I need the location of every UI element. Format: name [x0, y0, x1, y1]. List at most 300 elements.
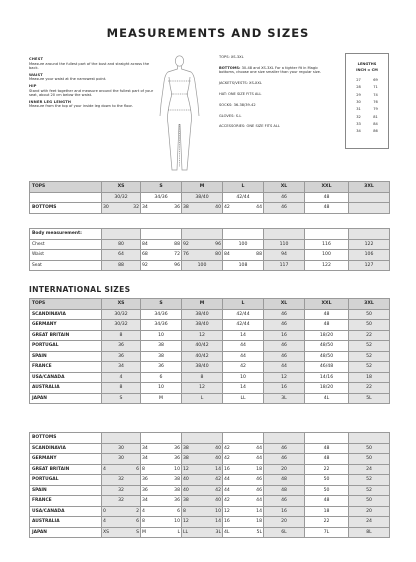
size-value: 42 [223, 362, 264, 373]
size-value: 24 [349, 517, 390, 528]
info-gloves: GLOVES: S-L [219, 113, 242, 118]
size-value: 22 [349, 330, 390, 341]
size-header: M [182, 299, 223, 310]
empty-cell [141, 433, 182, 444]
table-row [30, 260, 390, 271]
cell-pair [103, 467, 139, 472]
cell-value: 38 [183, 445, 189, 451]
size-value: 32 [102, 496, 141, 507]
measurement-value [182, 250, 223, 261]
size-value [182, 464, 223, 475]
cell-value: 76 [183, 252, 189, 258]
tops-size-value: 46 [264, 192, 305, 203]
size-value: 32 [102, 475, 141, 486]
lengths-cm: 69 [373, 78, 378, 83]
size-value: 30/32 [102, 309, 141, 320]
cell-value: 40 [183, 477, 189, 483]
country-label: JAPAN [30, 393, 102, 404]
cell-pair [142, 242, 180, 247]
empty-cell [223, 433, 264, 444]
table-row [30, 372, 390, 383]
body-measurement-title: Body measurement: [30, 229, 102, 240]
cell-pair [142, 252, 180, 257]
cell-pair [183, 467, 221, 472]
cell-value: 8 [142, 466, 145, 472]
size-value: 46 [264, 351, 305, 362]
country-label: SCANDINAVIA [30, 309, 102, 320]
bottoms-size-value [182, 203, 223, 214]
cell-pair [183, 509, 221, 514]
cell-value: M [142, 529, 146, 535]
cell-value: 16 [224, 466, 230, 472]
size-value: 52 [349, 351, 390, 362]
size-value: 50 [305, 485, 349, 496]
empty-cell [182, 229, 223, 240]
size-value: 46/48 [305, 362, 349, 373]
cell-value: 96 [174, 262, 180, 268]
info-jackets: JACKETS/VESTS: XS-XXL [219, 81, 262, 86]
cell-value: 12 [224, 508, 230, 514]
cell-value: 34 [142, 456, 148, 462]
body-figure-illustration [152, 52, 207, 174]
cell-value: 4L [224, 529, 230, 535]
size-value: 46 [264, 443, 305, 454]
cell-pair [183, 477, 221, 482]
size-value [223, 464, 264, 475]
lengths-inch: 29 [356, 92, 361, 97]
table-row [30, 496, 390, 507]
measurement-value: 116 [305, 239, 349, 250]
cell-value: LL [183, 529, 189, 535]
size-value: 48 [305, 454, 349, 465]
cell-value: 68 [142, 252, 148, 258]
size-header: M [182, 182, 223, 193]
lengths-cm: 84 [373, 121, 378, 126]
size-value: 40/42 [182, 351, 223, 362]
size-header: S [141, 182, 182, 193]
cell-value: 42 [224, 445, 230, 451]
cell-pair [142, 446, 180, 451]
cell-value: 6 [177, 508, 180, 514]
cell-pair [224, 519, 262, 524]
size-value: 22 [305, 517, 349, 528]
bottoms-size-value [102, 203, 141, 214]
size-value: 48 [264, 485, 305, 496]
cell-value: 18 [256, 519, 262, 525]
cell-value: 40 [215, 445, 221, 451]
size-header: 3XL [349, 182, 390, 193]
info-accessories: ACCESSORIES: ONE SIZE FITS ALL [219, 124, 280, 129]
size-value: 36 [102, 341, 141, 352]
info-bottoms-text: 30-48 and XS-3XL For a tighter fit in Magic bottoms, choose one size smaller than your regular size. [219, 65, 322, 75]
size-value: M [141, 393, 182, 404]
size-value: 48 [305, 496, 349, 507]
cell-value: 36 [174, 498, 180, 504]
size-value: 20 [349, 506, 390, 517]
size-value: 48 [264, 475, 305, 486]
cell-pair [224, 498, 262, 503]
empty-cell [305, 229, 349, 240]
size-value: 30 [102, 454, 141, 465]
size-value: 18 [305, 506, 349, 517]
size-value: 3L [264, 393, 305, 404]
size-value: 34 [102, 362, 141, 373]
cell-pair [142, 205, 180, 210]
size-value: S [102, 393, 141, 404]
size-value: 48 [305, 309, 349, 320]
size-value: 8 [182, 372, 223, 383]
size-value: 38 [141, 351, 182, 362]
cell-value: 40 [215, 205, 221, 211]
size-value: 6 [141, 372, 182, 383]
size-value: 38 [141, 341, 182, 352]
empty-cell [182, 433, 223, 444]
guide-text-chest: Measure around the fullest part of the bust and straight across the back. [29, 61, 150, 71]
cell-value: 44 [224, 477, 230, 483]
empty-cell [349, 229, 390, 240]
guide-text-inner-leg: Measure from the top of your inside leg down to the floor. [29, 104, 133, 109]
size-value: 12 [182, 330, 223, 341]
cell-pair [183, 498, 221, 503]
cell-pair [142, 467, 180, 472]
cell-pair [183, 242, 221, 247]
size-value: 46 [264, 454, 305, 465]
lengths-row [346, 77, 388, 84]
measurement-value: 100 [305, 250, 349, 261]
size-value: 48 [305, 320, 349, 331]
cell-pair [183, 446, 221, 451]
size-value [141, 443, 182, 454]
cell-value: 14 [215, 519, 221, 525]
lengths-inch: 31 [356, 107, 361, 112]
table-row [30, 309, 390, 320]
country-label: AUSTRALIA [30, 383, 102, 394]
size-value [223, 496, 264, 507]
size-value: 46 [264, 309, 305, 320]
size-header: L [223, 299, 264, 310]
lengths-title: LENGTHS [357, 62, 377, 66]
size-header: S [141, 299, 182, 310]
size-value: 7L [305, 527, 349, 538]
size-value: 30 [102, 443, 141, 454]
lengths-inch: 33 [356, 121, 361, 126]
size-value [182, 506, 223, 517]
measurement-value: 100 [223, 239, 264, 250]
size-value [223, 454, 264, 465]
size-value [102, 517, 141, 528]
size-value: 38/40 [182, 320, 223, 331]
cell-pair [183, 488, 221, 493]
cell-pair [142, 477, 180, 482]
cell-pair [224, 446, 262, 451]
cell-value: 44 [224, 487, 230, 493]
size-value: 8 [102, 383, 141, 394]
cell-pair [183, 252, 221, 257]
lengths-inch: 32 [356, 114, 361, 119]
table-row [30, 383, 390, 394]
country-label: GERMANY [30, 454, 102, 465]
cell-value: 34 [142, 498, 148, 504]
table-row [30, 351, 390, 362]
country-label: PORTUGAL [30, 341, 102, 352]
cell-value: 84 [224, 252, 230, 258]
table-row [30, 517, 390, 528]
table-row [30, 464, 390, 475]
size-value: 24 [349, 464, 390, 475]
size-value [223, 527, 264, 538]
guide-label-inner-leg: INNER LEG LENGTH [29, 99, 72, 104]
country-label: FRANCE [30, 362, 102, 373]
cell-value: 42 [224, 498, 230, 504]
size-value: 48/50 [305, 351, 349, 362]
lengths-inch: 28 [356, 85, 361, 90]
cell-value: 12 [183, 466, 189, 472]
size-value: 52 [349, 475, 390, 486]
country-label: SPAIN [30, 351, 102, 362]
cell-pair [224, 252, 262, 257]
cell-value: 10 [215, 508, 221, 514]
empty-cell [349, 433, 390, 444]
size-value: 8L [349, 527, 390, 538]
bottoms-size-value: 46 [264, 203, 305, 214]
size-header: XS [102, 182, 141, 193]
cell-pair [103, 509, 139, 514]
cell-value: 16 [224, 519, 230, 525]
lengths-cm: 86 [373, 129, 378, 134]
size-value: 48 [305, 443, 349, 454]
cell-value: S [136, 529, 139, 535]
size-value: 36 [102, 351, 141, 362]
cell-value: 4 [103, 519, 106, 525]
measurement-value [141, 260, 182, 271]
bottoms-label: BOTTOMS [30, 203, 102, 214]
cell-pair [224, 477, 262, 482]
empty-cell [264, 229, 305, 240]
table-row [30, 393, 390, 404]
size-value [223, 443, 264, 454]
lengths-row [346, 114, 388, 121]
info-socks: SOCKS: 36-38/39-42 [219, 102, 256, 107]
international-sizes-title: INTERNATIONAL SIZES [29, 285, 131, 294]
cell-value: 84 [142, 241, 148, 247]
size-value: 12 [182, 383, 223, 394]
cell-pair [142, 530, 180, 535]
country-label: GREAT BRITAIN [30, 464, 102, 475]
size-value: 14 [223, 383, 264, 394]
cell-value: 40 [183, 487, 189, 493]
cell-value: 30 [103, 205, 109, 211]
cell-value: 42 [224, 205, 230, 211]
table-row [30, 485, 390, 496]
row-label: Waist [30, 250, 102, 261]
measurement-value: 127 [349, 260, 390, 271]
size-value: 14/16 [305, 372, 349, 383]
table-row [30, 330, 390, 341]
cell-value: 72 [174, 252, 180, 258]
table-row [30, 362, 390, 373]
country-label: PORTUGAL [30, 475, 102, 486]
cell-pair [224, 530, 262, 535]
country-label: AUSTRALIA [30, 517, 102, 528]
cell-value: 12 [183, 519, 189, 525]
size-value: 34/36 [141, 309, 182, 320]
table-row [30, 475, 390, 486]
cell-pair [142, 519, 180, 524]
size-value: L [182, 393, 223, 404]
lengths-rows [346, 77, 388, 135]
size-value [141, 485, 182, 496]
info-hat: HAT: ONE SIZE FITS ALL [219, 91, 262, 96]
size-value: 32 [102, 485, 141, 496]
empty-cell [223, 229, 264, 240]
size-value: 50 [349, 496, 390, 507]
row-label: Chest [30, 239, 102, 250]
cell-pair [103, 519, 139, 524]
tops-size-value [349, 192, 390, 203]
size-conversion-table [29, 181, 390, 214]
measurement-value [141, 239, 182, 250]
size-value [141, 496, 182, 507]
cell-value: 14 [256, 508, 262, 514]
cell-pair [183, 519, 221, 524]
table-header-row [30, 182, 390, 193]
measurement-value: 106 [349, 250, 390, 261]
info-bottoms-label: BOTTOMS: [219, 65, 241, 70]
lengths-cm: 74 [373, 92, 378, 97]
size-value: 50 [305, 475, 349, 486]
size-value [182, 517, 223, 528]
size-value: 22 [305, 464, 349, 475]
size-value: 44 [223, 351, 264, 362]
size-value: 5L [349, 393, 390, 404]
measurement-value [182, 239, 223, 250]
size-value: 18/20 [305, 383, 349, 394]
cell-value: 38 [183, 205, 189, 211]
size-value: 46 [264, 341, 305, 352]
country-label: SPAIN [30, 485, 102, 496]
size-value: 20 [264, 464, 305, 475]
size-header: XS [102, 299, 141, 310]
size-value: 12 [264, 372, 305, 383]
row-label: Seat [30, 260, 102, 271]
size-value: 52 [349, 362, 390, 373]
size-header: XXL [305, 182, 349, 193]
cell-pair [183, 456, 221, 461]
table-row [30, 341, 390, 352]
size-value [182, 443, 223, 454]
cell-value: 96 [215, 241, 221, 247]
cell-value: 36 [174, 445, 180, 451]
bottoms-size-value [141, 203, 182, 214]
info-tops: TOPS: XS-3XL [219, 55, 244, 59]
lengths-row [346, 106, 388, 113]
country-label: SCANDINAVIA [30, 443, 102, 454]
size-value: 50 [349, 309, 390, 320]
cell-value: 4 [103, 466, 106, 472]
table-row [30, 239, 390, 250]
size-value: 18 [349, 372, 390, 383]
cell-pair [224, 205, 262, 210]
cell-pair [142, 456, 180, 461]
country-label: USA/CANADA [30, 506, 102, 517]
size-value: 52 [349, 485, 390, 496]
size-value: 50 [349, 443, 390, 454]
size-value: 46 [264, 320, 305, 331]
body-measurement-table [29, 228, 390, 271]
guide-label-hip: HIP [29, 83, 37, 88]
country-label: JAPAN [30, 527, 102, 538]
cell-value: 4 [142, 508, 145, 514]
size-value: 10 [223, 372, 264, 383]
lengths-inch: 27 [356, 78, 361, 83]
country-label: GREAT BRITAIN [30, 330, 102, 341]
size-value: 4 [102, 372, 141, 383]
size-value: 16 [264, 330, 305, 341]
cell-value: 42 [215, 487, 221, 493]
cell-value: 42 [224, 456, 230, 462]
cell-value: 36 [174, 205, 180, 211]
cell-value: 6 [136, 466, 139, 472]
tops-size-value: 38/40 [182, 192, 223, 203]
guide-label-waist: WAIST [29, 72, 43, 77]
country-label: GERMANY [30, 320, 102, 331]
cell-value: 88 [256, 252, 262, 258]
size-value [223, 517, 264, 528]
size-header: XL [264, 299, 305, 310]
size-header: 3XL [349, 299, 390, 310]
page-title: MEASUREMENTS AND SIZES [106, 26, 310, 40]
cell-value: 3L [215, 529, 221, 535]
size-value [141, 506, 182, 517]
cell-value: 8 [183, 508, 186, 514]
tops-size-value: 30/32 [102, 192, 141, 203]
cell-value: 10 [174, 466, 180, 472]
cell-value: 80 [215, 252, 221, 258]
cell-pair [103, 205, 139, 210]
measurement-value: 88 [102, 260, 141, 271]
cell-value: 36 [174, 456, 180, 462]
cell-value: 38 [183, 498, 189, 504]
size-value: 16 [264, 506, 305, 517]
size-value: 4L [305, 393, 349, 404]
size-value: 6L [264, 527, 305, 538]
table-row [30, 433, 390, 444]
tops-size-value: 34/36 [141, 192, 182, 203]
size-value [141, 475, 182, 486]
empty-cell [102, 229, 141, 240]
cell-value: 46 [256, 477, 262, 483]
lengths-box [345, 53, 389, 149]
size-header: XXL [305, 299, 349, 310]
size-value [182, 454, 223, 465]
lengths-row [346, 92, 388, 99]
cell-value: 88 [174, 241, 180, 247]
lengths-subtitle: INCH = CM [356, 67, 378, 72]
size-value [182, 485, 223, 496]
cell-pair [142, 509, 180, 514]
table-row [30, 203, 390, 214]
size-value [141, 464, 182, 475]
cell-value: 36 [142, 487, 148, 493]
size-header: L [223, 182, 264, 193]
measurement-value: 122 [349, 239, 390, 250]
lengths-cm: 76 [373, 100, 378, 105]
empty-cell [102, 433, 141, 444]
cell-value: 38 [183, 456, 189, 462]
cell-value: 34 [142, 205, 148, 211]
empty-cell [141, 229, 182, 240]
size-value [182, 496, 223, 507]
